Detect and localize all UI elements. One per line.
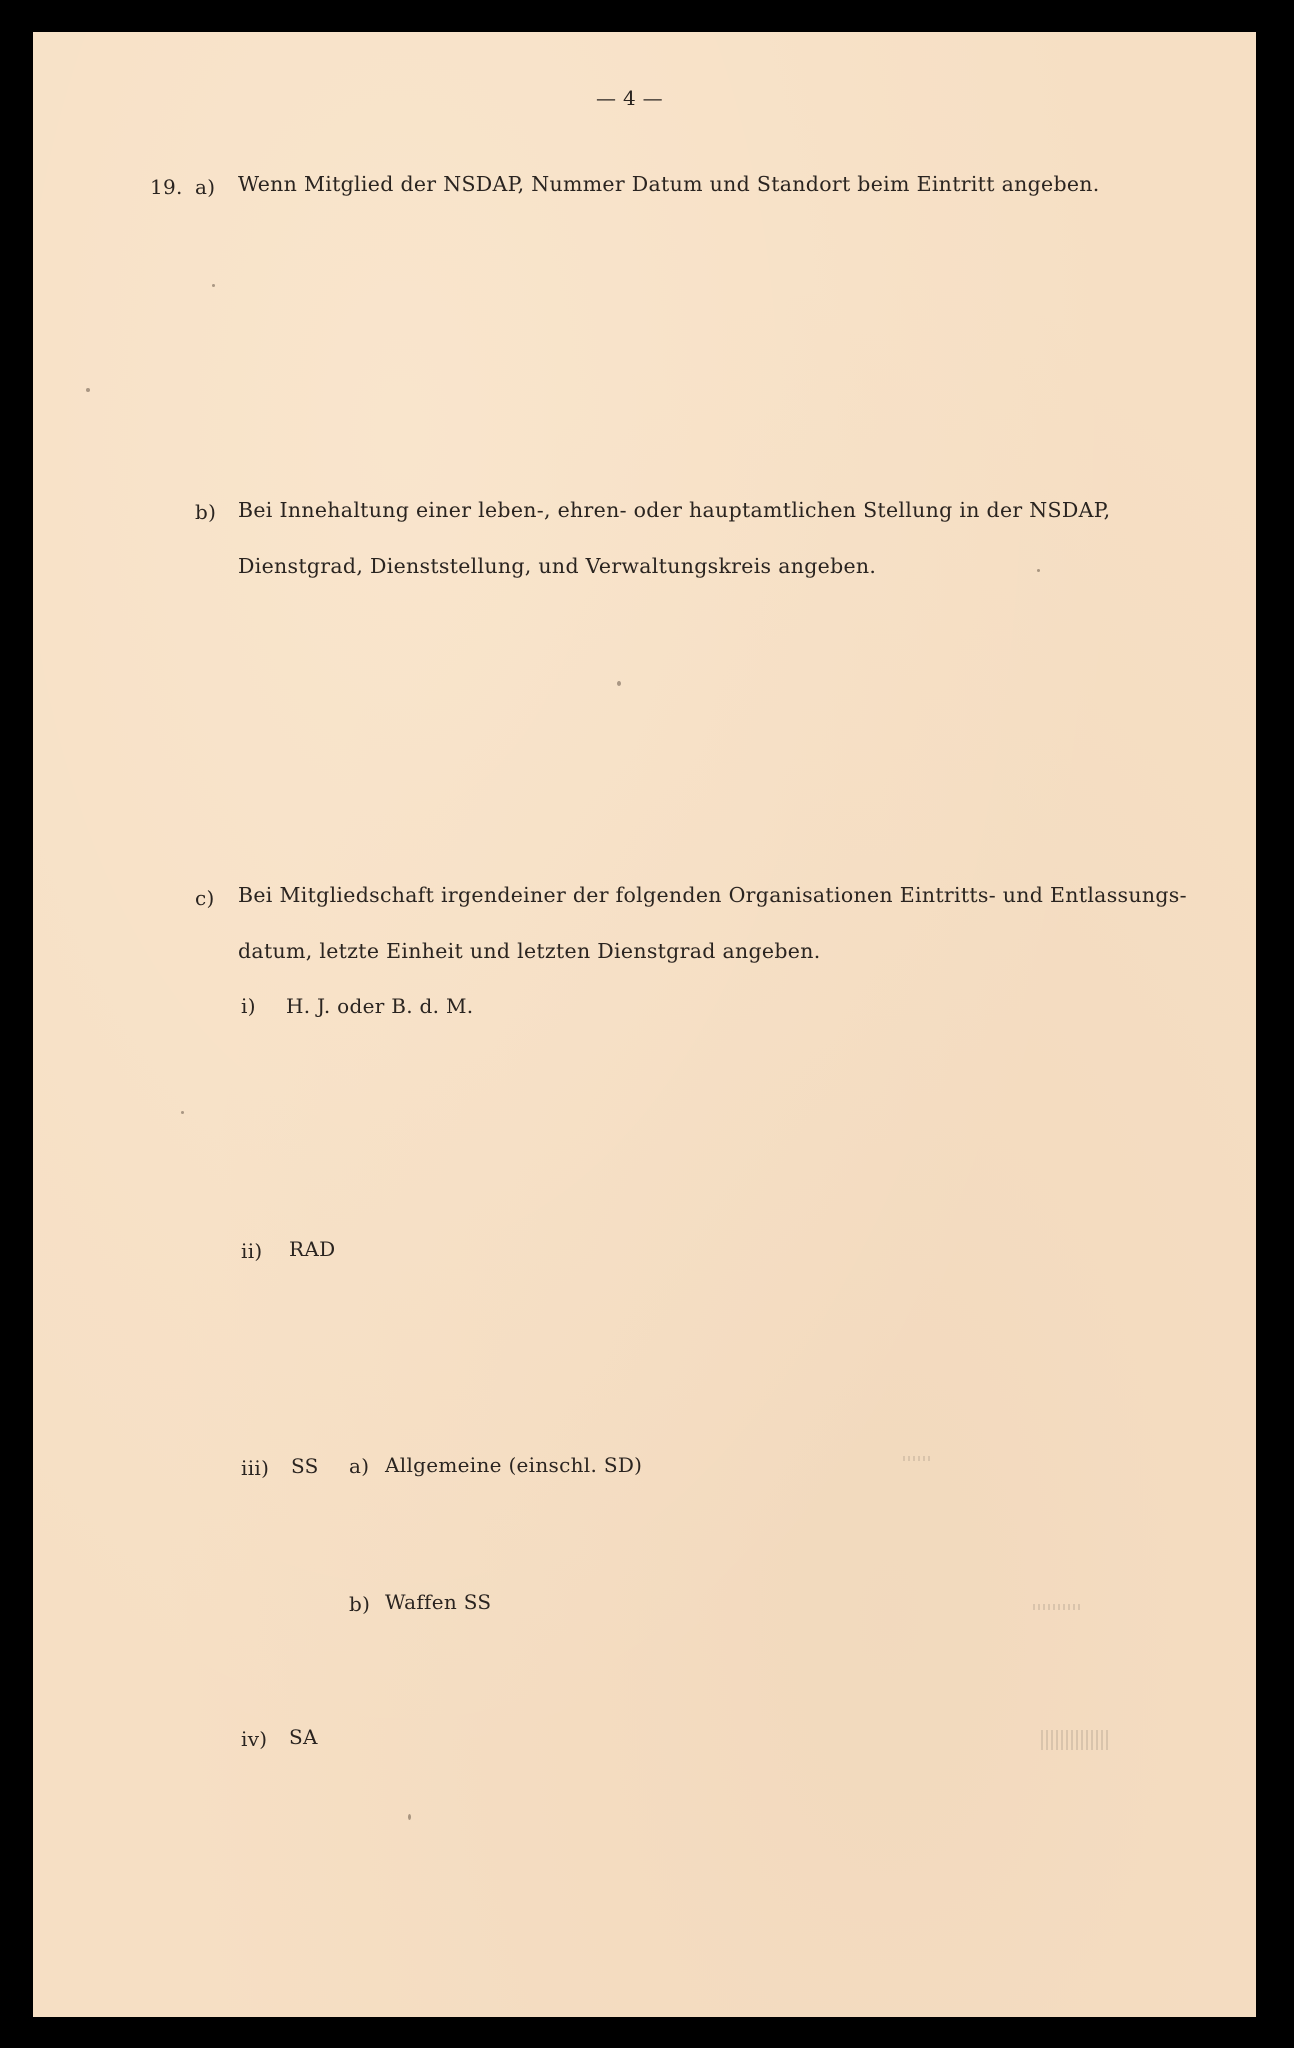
paper-speck <box>181 1111 184 1114</box>
question-number: 19. <box>150 175 183 199</box>
paper-speck <box>212 284 215 287</box>
paper-scuff <box>1033 1604 1083 1610</box>
paper-speck <box>617 681 621 686</box>
item-b-line1: Bei Innehaltung einer leben-, ehren- oder hauptamtlichen Stellung in der NSDAP, <box>238 498 1111 522</box>
paper-speck <box>408 1814 411 1820</box>
item-c-label: c) <box>195 886 215 910</box>
subitem-ii-label: ii) <box>241 1239 263 1263</box>
item-c-line1: Bei Mitgliedschaft irgendeiner der folgenden Organisationen Eintritts- und Entlassungs- <box>238 883 1187 907</box>
subitem-iii-b-label: b) <box>349 1592 371 1616</box>
item-b-label: b) <box>195 500 217 524</box>
subitem-iii-text: SS <box>291 1454 319 1478</box>
subitem-ii-text: RAD <box>289 1237 336 1261</box>
page-number: — 4 — <box>596 86 663 110</box>
subitem-iv-text: SA <box>289 1725 318 1749</box>
paper-scuff <box>903 1456 933 1461</box>
item-a-label: a) <box>195 175 216 199</box>
document-page <box>33 32 1256 2017</box>
subitem-iii-a-label: a) <box>349 1454 370 1478</box>
subitem-i-label: i) <box>241 994 256 1018</box>
item-a-text: Wenn Mitglied der NSDAP, Nummer Datum und Standort beim Eintritt angeben. <box>238 172 1100 196</box>
paper-speck <box>86 388 90 392</box>
item-b-line2: Dienstgrad, Dienststellung, und Verwaltungskreis angeben. <box>238 554 877 578</box>
subitem-iii-label: iii) <box>241 1456 270 1480</box>
subitem-iii-b-text: Waffen SS <box>385 1590 492 1614</box>
subitem-i-text: H. J. oder B. d. M. <box>286 994 474 1018</box>
subitem-iv-label: iv) <box>241 1727 268 1751</box>
subitem-iii-a-text: Allgemeine (einschl. SD) <box>385 1453 643 1477</box>
item-c-line2: datum, letzte Einheit und letzten Dienstgrad angeben. <box>238 939 821 963</box>
paper-speck <box>1037 569 1040 572</box>
paper-scuff <box>1041 1730 1111 1750</box>
